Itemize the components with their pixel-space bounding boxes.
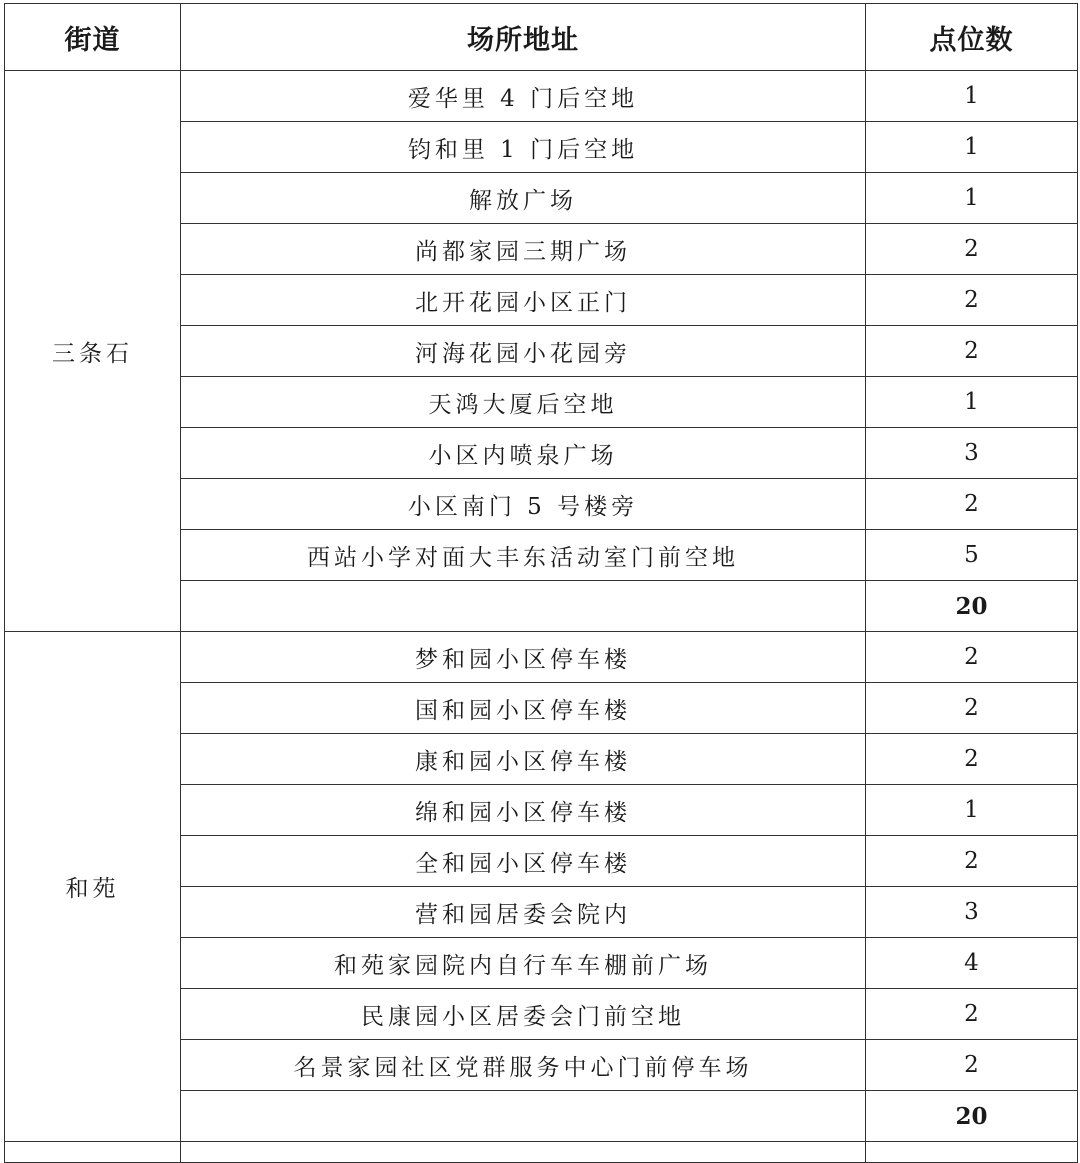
address-cell: 民康园小区居委会门前空地	[181, 989, 866, 1040]
address-cell: 天鸿大厦后空地	[181, 377, 866, 428]
subtotal-cell: 20	[866, 581, 1078, 632]
address-cell: 爱华里 4 门后空地	[181, 71, 866, 122]
address-cell: 西站小学对面大丰东活动室门前空地	[181, 530, 866, 581]
address-cell: 和苑家园院内自行车车棚前广场	[181, 938, 866, 989]
count-cell: 2	[866, 683, 1078, 734]
count-cell: 1	[866, 785, 1078, 836]
count-cell: 2	[866, 734, 1078, 785]
count-cell: 2	[866, 326, 1078, 377]
address-cell: 营和园居委会院内	[181, 887, 866, 938]
header-row	[5, 4, 1078, 71]
subtotal-address-cell	[181, 1091, 866, 1142]
count-cell: 2	[866, 989, 1078, 1040]
count-cell: 1	[866, 71, 1078, 122]
address-cell: 钧和里 1 门后空地	[181, 122, 866, 173]
count-cell: 5	[866, 530, 1078, 581]
count-cell: 2	[866, 275, 1078, 326]
street-cell: 和苑	[5, 632, 181, 1142]
subtotal-cell: 20	[866, 1091, 1078, 1142]
count-cell: 1	[866, 122, 1078, 173]
count-cell: 2	[866, 836, 1078, 887]
header-count: 点位数	[866, 4, 1078, 71]
count-cell: 3	[866, 428, 1078, 479]
address-cell: 小区南门 5 号楼旁	[181, 479, 866, 530]
address-cell: 全和园小区停车楼	[181, 836, 866, 887]
header-address: 场所地址	[181, 4, 866, 71]
address-cell: 小区内喷泉广场	[181, 428, 866, 479]
count-cell: 2	[866, 632, 1078, 683]
address-cell: 尚都家园三期广场	[181, 224, 866, 275]
subtotal-address-cell	[181, 581, 866, 632]
count-cell: 1	[866, 377, 1078, 428]
address-cell: 国和园小区停车楼	[181, 683, 866, 734]
header-street: 街道	[5, 4, 181, 71]
address-cell: 梦和园小区停车楼	[181, 632, 866, 683]
address-cell: 名景家园社区党群服务中心门前停车场	[181, 1040, 866, 1091]
parking-sites-table	[4, 3, 1078, 1163]
count-cell: 1	[866, 173, 1078, 224]
address-cell: 绵和园小区停车楼	[181, 785, 866, 836]
count-cell: 3	[866, 887, 1078, 938]
cut-off-row	[5, 1142, 1078, 1163]
table-row	[5, 632, 1078, 683]
address-cell: 北开花园小区正门	[181, 275, 866, 326]
cut-off-street-cell	[5, 1142, 181, 1163]
address-cell: 河海花园小花园旁	[181, 326, 866, 377]
count-cell: 2	[866, 224, 1078, 275]
address-cell: 康和园小区停车楼	[181, 734, 866, 785]
table-row	[5, 71, 1078, 122]
count-cell: 2	[866, 1040, 1078, 1091]
cut-off-count-cell	[866, 1142, 1078, 1163]
address-cell: 解放广场	[181, 173, 866, 224]
count-cell: 2	[866, 479, 1078, 530]
count-cell: 4	[866, 938, 1078, 989]
street-cell: 三条石	[5, 71, 181, 632]
cut-off-address-cell	[181, 1142, 866, 1163]
